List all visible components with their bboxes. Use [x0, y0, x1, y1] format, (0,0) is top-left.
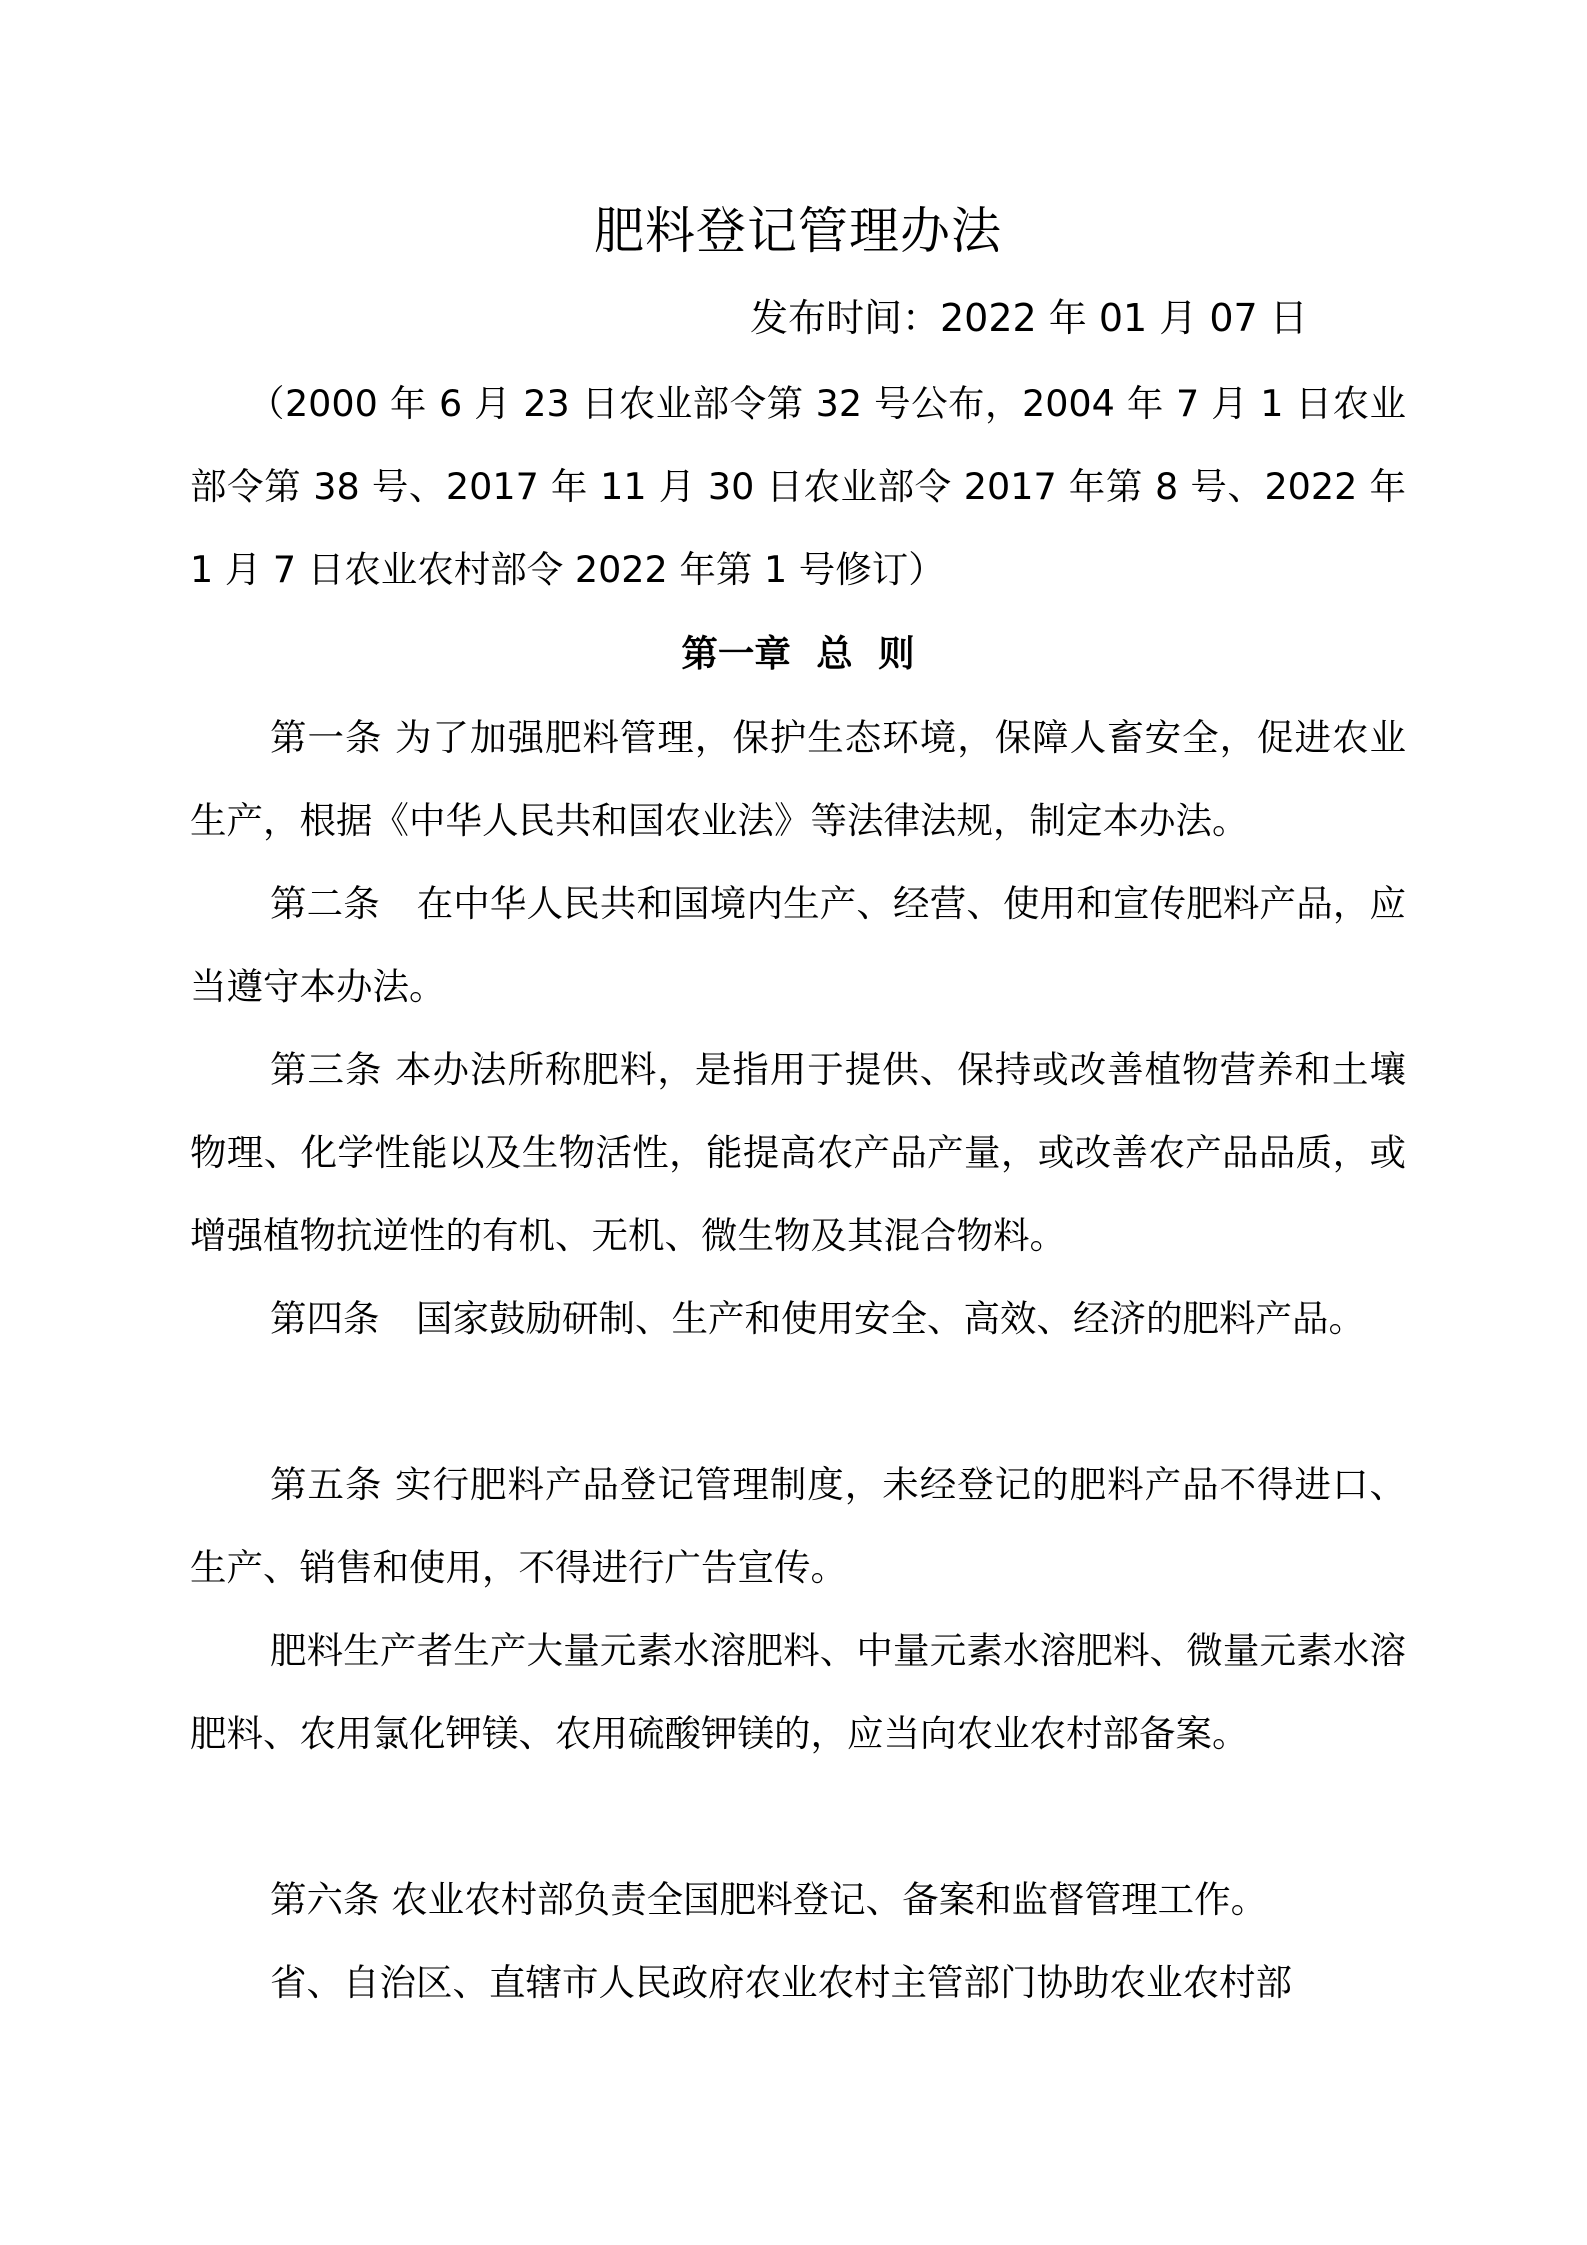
- article-6: 第六条 农业农村部负责全国肥料登记、备案和监督管理工作。: [270, 1878, 1268, 1921]
- publish-date: 发布时间：2022 年 01 月 07 日: [750, 296, 1308, 340]
- article-4: 第四条 国家鼓励研制、生产和使用安全、高效、经济的肥料产品。: [270, 1297, 1365, 1340]
- revision-note: （2000 年 6 月 23 日农业部令第 32 号公布，2004 年 7 月 1 日农业部令第 38 号、2017 年 11 月 30 日农业部令 2017 年第 8 号、2022 年 1 月 7 日农业农村部令 2022 年第 1 号修订）: [190, 382, 1406, 591]
- document-title: 肥料登记管理办法: [594, 202, 1002, 260]
- article-2: 第二条 在中华人民共和国境内生产、经营、使用和宣传肥料产品，应当遵守本办法。: [190, 882, 1406, 1008]
- article-5: 第五条 实行肥料产品登记管理制度，未经登记的肥料产品不得进口、生产、销售和使用，不得进行广告宣传。: [190, 1463, 1406, 1589]
- chapter-heading: 第一章 总 则: [681, 632, 915, 675]
- article-3: 第三条 本办法所称肥料，是指用于提供、保持或改善植物营养和土壤物理、化学性能以及生物活性，能提高农产品产量，或改善农产品品质，或增强植物抗逆性的有机、无机、微生物及其混合物料。: [190, 1048, 1406, 1257]
- article-6-paragraph-2: 省、自治区、直辖市人民政府农业农村主管部门协助农业农村部: [270, 1961, 1292, 2004]
- article-5-paragraph-2: 肥料生产者生产大量元素水溶肥料、中量元素水溶肥料、微量元素水溶肥料、农用氯化钾镁、农用硫酸钾镁的，应当向农业农村部备案。: [190, 1629, 1406, 1755]
- article-1: 第一条 为了加强肥料管理，保护生态环境，保障人畜安全，促进农业生产，根据《中华人民共和国农业法》等法律法规，制定本办法。: [190, 716, 1406, 842]
